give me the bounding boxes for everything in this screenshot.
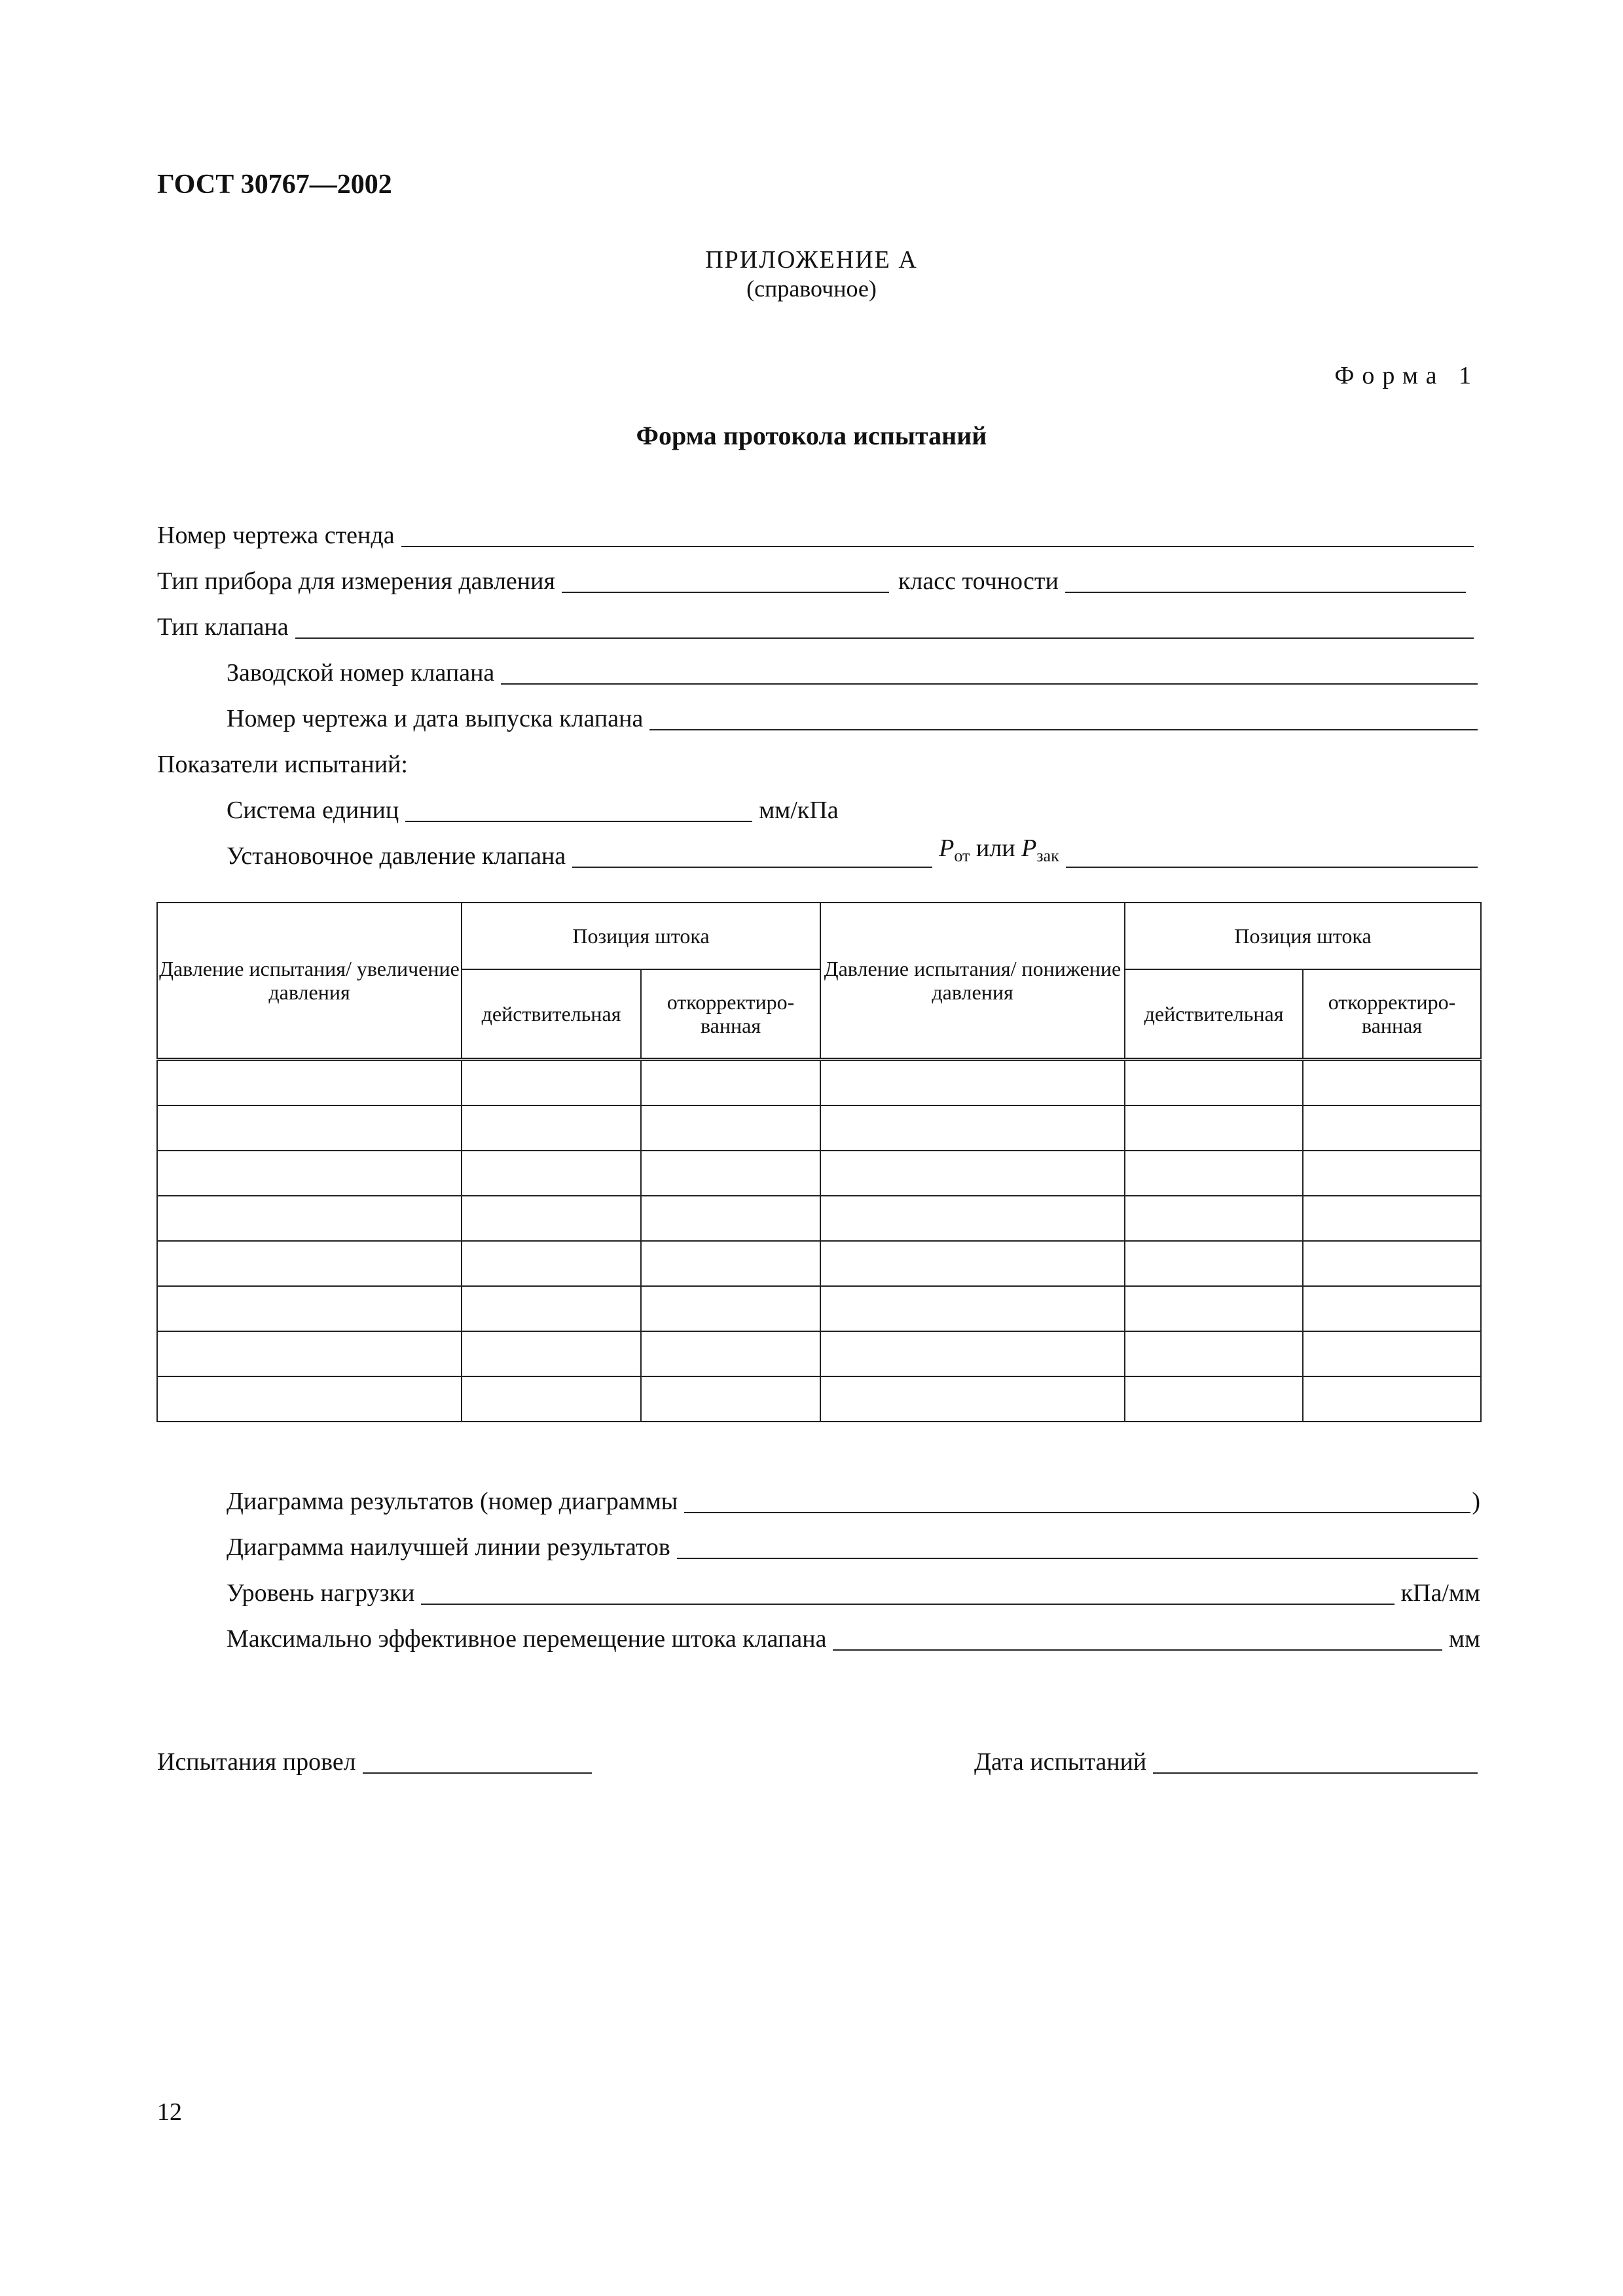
standard-code: ГОСТ 30767—2002 xyxy=(157,170,392,200)
field-label: Номер чертежа и дата выпуска клапана xyxy=(227,705,644,732)
blank-line[interactable] xyxy=(684,1492,1470,1513)
header-actual-1: действительная xyxy=(462,969,641,1060)
field-unit-system xyxy=(227,795,839,826)
field-best-line-diagram xyxy=(227,1532,1484,1563)
blank-line[interactable] xyxy=(833,1630,1442,1651)
results-table xyxy=(156,902,1482,1422)
table-cell[interactable] xyxy=(641,1331,820,1376)
table-row xyxy=(157,1151,1481,1196)
table-cell[interactable] xyxy=(820,1331,1125,1376)
field-load-level xyxy=(227,1577,1480,1609)
field-label: Номер чертежа стенда xyxy=(157,522,395,549)
table-cell[interactable] xyxy=(641,1060,820,1106)
field-max-displacement xyxy=(227,1623,1480,1655)
table-cell[interactable] xyxy=(1303,1331,1481,1376)
table-cell[interactable] xyxy=(1303,1060,1481,1106)
field-valve-type xyxy=(157,611,1480,643)
blank-line[interactable] xyxy=(677,1538,1478,1559)
table-cell[interactable] xyxy=(820,1286,1125,1331)
blank-line[interactable] xyxy=(421,1584,1394,1605)
field-label: Уровень нагрузки xyxy=(227,1579,415,1607)
header-pressure-decrease: Давление испытания/ понижение давления xyxy=(820,903,1125,1060)
test-indicators-heading xyxy=(157,749,408,780)
field-label: Тип прибора для измерения давления xyxy=(157,567,555,595)
table-cell[interactable] xyxy=(820,1105,1125,1151)
table-row xyxy=(157,1376,1481,1422)
closing-paren: ) xyxy=(1472,1488,1480,1515)
blank-line[interactable] xyxy=(295,618,1474,639)
table-cell[interactable] xyxy=(157,1286,462,1331)
table-cell[interactable] xyxy=(462,1060,641,1106)
field-serial-number xyxy=(227,657,1484,689)
table-cell[interactable] xyxy=(1125,1286,1303,1331)
unit-label: кПа/мм xyxy=(1400,1579,1480,1607)
blank-line[interactable] xyxy=(401,526,1474,547)
field-label: Диаграмма результатов (номер диаграммы xyxy=(227,1488,678,1515)
table-cell[interactable] xyxy=(1125,1376,1303,1422)
table-cell[interactable] xyxy=(462,1286,641,1331)
table-cell[interactable] xyxy=(641,1105,820,1151)
field-label: Показатели испытаний: xyxy=(157,751,408,778)
table-cell[interactable] xyxy=(1125,1331,1303,1376)
field-label: Диаграмма наилучшей линии результатов xyxy=(227,1534,670,1561)
table-cell[interactable] xyxy=(820,1060,1125,1106)
field-pressure-device xyxy=(157,565,1472,597)
table-cell[interactable] xyxy=(820,1376,1125,1422)
table-cell[interactable] xyxy=(157,1105,462,1151)
field-label: Дата испытаний xyxy=(974,1748,1147,1776)
blank-line[interactable] xyxy=(1153,1753,1478,1774)
table-cell[interactable] xyxy=(1303,1241,1481,1286)
unit-label: мм xyxy=(1448,1625,1480,1653)
blank-line[interactable] xyxy=(572,847,932,868)
field-label: Испытания провел xyxy=(157,1748,356,1776)
appendix-title: ПРИЛОЖЕНИЕ А xyxy=(705,246,918,274)
form-title: Форма протокола испытаний xyxy=(636,421,987,450)
table-cell[interactable] xyxy=(820,1151,1125,1196)
header-corrected-2: откорректиро- ванная xyxy=(1303,969,1481,1060)
table-row xyxy=(157,1196,1481,1241)
table-row xyxy=(157,1060,1481,1106)
table-cell[interactable] xyxy=(820,1241,1125,1286)
table-cell[interactable] xyxy=(1125,1151,1303,1196)
blank-line[interactable] xyxy=(363,1753,592,1774)
table-cell[interactable] xyxy=(157,1060,462,1106)
table-cell[interactable] xyxy=(641,1376,820,1422)
table-cell[interactable] xyxy=(462,1105,641,1151)
table-cell[interactable] xyxy=(1303,1286,1481,1331)
table-cell[interactable] xyxy=(641,1286,820,1331)
header-stem-position-1: Позиция штока xyxy=(462,903,820,969)
table-row xyxy=(157,1286,1481,1331)
table-row xyxy=(157,1331,1481,1376)
table-cell[interactable] xyxy=(820,1196,1125,1241)
table-cell[interactable] xyxy=(1125,1060,1303,1106)
appendix-subtitle: (справочное) xyxy=(746,276,877,302)
form-label: Форма 1 xyxy=(1334,362,1479,389)
table-cell[interactable] xyxy=(462,1196,641,1241)
blank-line[interactable] xyxy=(1066,847,1478,868)
unit-label: мм/кПа xyxy=(759,797,839,824)
table-cell[interactable] xyxy=(1303,1151,1481,1196)
table-cell[interactable] xyxy=(1125,1196,1303,1241)
page-number: 12 xyxy=(157,2098,182,2126)
table-cell[interactable] xyxy=(1125,1105,1303,1151)
field-set-pressure xyxy=(227,834,1484,872)
table-cell[interactable] xyxy=(462,1331,641,1376)
table-cell[interactable] xyxy=(157,1196,462,1241)
table-body xyxy=(157,1060,1481,1422)
field-diagram-number xyxy=(227,1486,1480,1517)
table-cell[interactable] xyxy=(641,1151,820,1196)
field-label: Система единиц xyxy=(227,797,399,824)
field-stand-drawing-number xyxy=(157,520,1480,551)
field-label: Заводской номер клапана xyxy=(227,659,495,687)
header-actual-2: действительная xyxy=(1125,969,1303,1060)
table-cell[interactable] xyxy=(157,1376,462,1422)
table-cell[interactable] xyxy=(157,1331,462,1376)
field-label: класс точности xyxy=(898,567,1059,595)
header-pressure-increase: Давление испытания/ увеличение давления xyxy=(157,903,462,1060)
header-stem-position-2: Позиция штока xyxy=(1125,903,1481,969)
table-cell[interactable] xyxy=(1303,1105,1481,1151)
blank-line[interactable] xyxy=(649,709,1478,730)
field-valve-drawing-date xyxy=(227,703,1484,734)
blank-line[interactable] xyxy=(405,801,752,822)
table-row xyxy=(157,1241,1481,1286)
table-cell[interactable] xyxy=(462,1151,641,1196)
field-conducted-by xyxy=(157,1746,598,1778)
table-row xyxy=(157,1105,1481,1151)
table-cell[interactable] xyxy=(1303,1196,1481,1241)
table-cell[interactable] xyxy=(157,1241,462,1286)
table-cell[interactable] xyxy=(157,1151,462,1196)
blank-line[interactable] xyxy=(501,664,1478,685)
table-cell[interactable] xyxy=(641,1241,820,1286)
table-cell[interactable] xyxy=(641,1196,820,1241)
blank-line[interactable] xyxy=(1065,572,1466,593)
field-label: Установочное давление клапана xyxy=(227,842,566,870)
pressure-symbols: $P_{от}$ или $P_{зак}$ xyxy=(939,834,1059,865)
table-cell[interactable] xyxy=(462,1241,641,1286)
table-cell[interactable] xyxy=(1303,1376,1481,1422)
field-label: Тип клапана xyxy=(157,613,289,641)
field-label: Максимально эффективное перемещение штока клапана xyxy=(227,1625,827,1653)
blank-line[interactable] xyxy=(562,572,889,593)
header-corrected-1: откорректиро- ванная xyxy=(641,969,820,1060)
field-test-date xyxy=(974,1746,1484,1778)
table-cell[interactable] xyxy=(1125,1241,1303,1286)
table-cell[interactable] xyxy=(462,1376,641,1422)
